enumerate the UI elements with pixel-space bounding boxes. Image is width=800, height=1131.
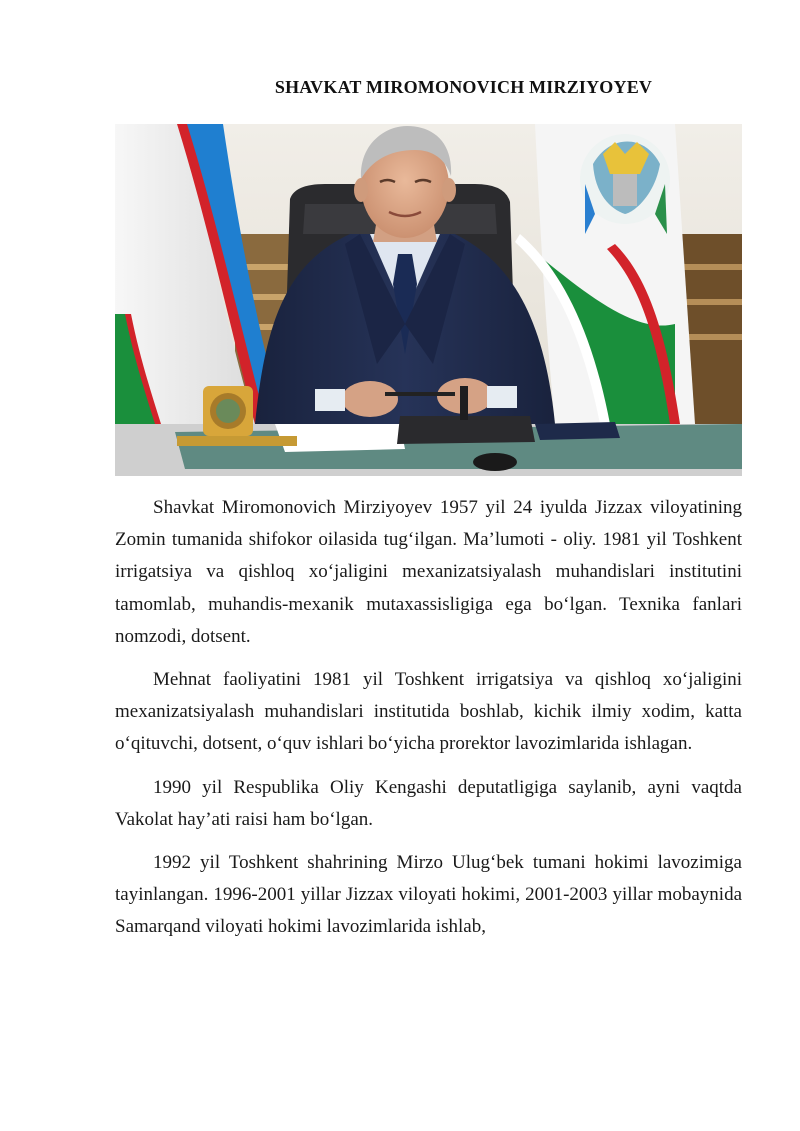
paragraph-1: Shavkat Miromonovich Mirziyoyev 1957 yil 24 iyulda Jizzax viloyatining Zomin tumanida shifokor oilasida tug‘ilgan. Ma’lumoti - oliy. 1981 yil Toshkent irrigatsiya va qishloq xo‘jaligini mexanizatsiyalash muhandislari institutini tamomlab, muhandis-mexanik mutaxassisligiga ega bo‘lgan. Texnika fanlari nomzodi, dotsent. (115, 497, 742, 647)
paragraph-3: 1990 yil Respublika Oliy Kengashi deputatligiga saylanib, ayni vaqtda Vakolat hay’ati raisi ham bo‘lgan. (115, 776, 742, 830)
biography-text (115, 492, 742, 955)
paragraph-4: 1992 yil Toshkent shahrining Mirzo Ulug‘bek tumani hokimi lavozimiga tayinlangan. 1996-2001 yillar Jizzax viloyati hokimi, 2001-2003 yillar mobaynida Samarqand viloyati hokimi lavozimlarida ishlab, (115, 852, 742, 938)
page-title: SHAVKAT MIROMONOVICH MIRZIYOYEV (274, 77, 653, 97)
portrait-photo (115, 124, 742, 476)
paragraph-2: Mehnat faoliyatini 1981 yil Toshkent irrigatsiya va qishloq xo‘jaligini mexanizatsiyalash muhandislari institutida boshlab, kichik ilmiy xodim, katta o‘qituvchi, dotsent, o‘quv ishlari bo‘yicha prorektor lavozimlarida ishlagan. (115, 669, 742, 755)
